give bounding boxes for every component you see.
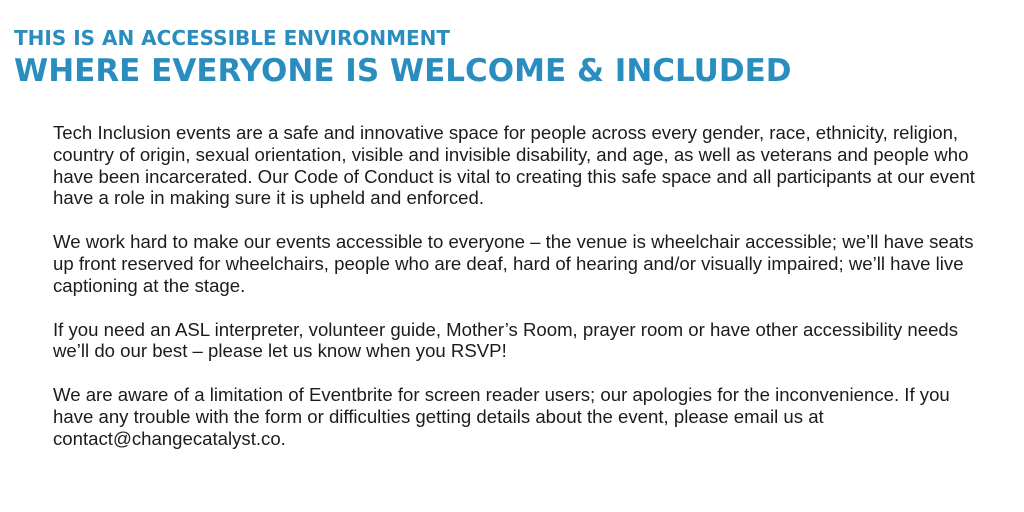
- paragraph-venue-accessibility: We work hard to make our events accessible to everyone – the venue is wheelchair accessible; we’ll have seats up front reserved for wheelchairs, people who are deaf, hard of hearing and/or visually impaired; we’ll have live captioning at the stage.: [53, 231, 974, 296]
- paragraph-inclusion: Tech Inclusion events are a safe and innovative space for people across every gender, race, ethnicity, religion, country of origin, sexual orientation, visible and invisible disability, and age, as well as veterans and people who have been incarcerated. Our Code of Conduct is vital to creating this safe space and all participants at our event have a role in making sure it is upheld and enforced.: [53, 122, 975, 209]
- paragraph-screen-reader-contact: We are aware of a limitation of Eventbrite for screen reader users; our apologies for the inconvenience. If you have any trouble with the form or difficulties getting details about the event, please email us at contact@changecatalyst.co.: [53, 384, 950, 449]
- paragraph-accessibility-requests: If you need an ASL interpreter, volunteer guide, Mother’s Room, prayer room or have other accessibility needs we’ll do our best – please let us know when you RSVP!: [53, 318, 959, 362]
- body-content: [53, 122, 983, 450]
- subtitle: THIS IS AN ACCESSIBLE ENVIRONMENT: [14, 26, 451, 50]
- header: [14, 26, 792, 88]
- page-title: WHERE EVERYONE IS WELCOME & INCLUDED: [14, 53, 792, 89]
